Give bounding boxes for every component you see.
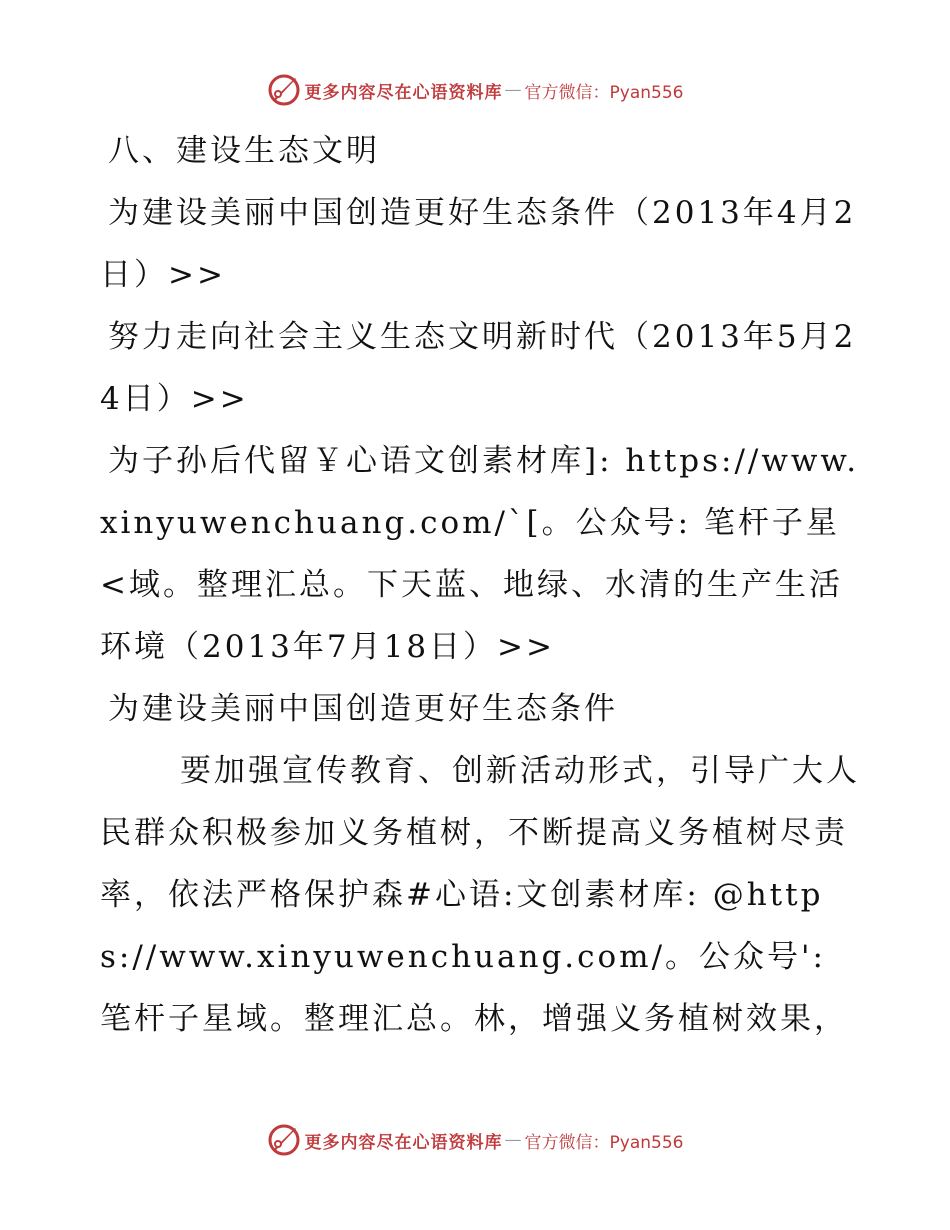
article-paragraph: 要加强宣传教育、创新活动形式，引导广大人民群众积极参加义务植树，不断提高义务植树尽责率，依法严格保护森#心语:文创素材库: @https://www.xinyuwenchuang.com/。公众号': 笔杆子星域。整理汇总。林，增强义务植树效果， [100,753,860,1037]
brand-logo-icon [267,1123,301,1157]
banner-text: 更多内容尽在心语资料库 [304,82,503,103]
article-link-2[interactable]: 努力走向社会主义生态文明新时代（2013年5月24日）>> [100,319,857,417]
section-heading: 八、建设生态文明 [108,133,380,169]
banner-contact: 官方微信：Pyan556 [524,82,684,103]
banner-dash: — [504,80,523,100]
banner-text: 更多内容尽在心语资料库 [304,1132,503,1153]
article-link-3[interactable]: 为子孙后代留￥心语文创素材库]: https://www.xinyuwenchuang.com/`[。公众号: 笔杆子星<域。整理汇总。下天蓝、地绿、水清的生产生活环境（2013年7月18日）>> [100,443,860,665]
article-link-1[interactable]: 为建设美丽中国创造更好生态条件（2013年4月2日）>> [100,195,857,293]
brand-logo-icon [267,73,301,107]
watermark-banner-top [0,70,950,110]
banner-contact: 官方微信：Pyan556 [524,1132,684,1153]
watermark-banner-bottom [0,1120,950,1160]
document-body [100,120,860,1050]
banner-dash: — [504,1130,523,1150]
article-title: 为建设美丽中国创造更好生态条件 [108,691,618,727]
